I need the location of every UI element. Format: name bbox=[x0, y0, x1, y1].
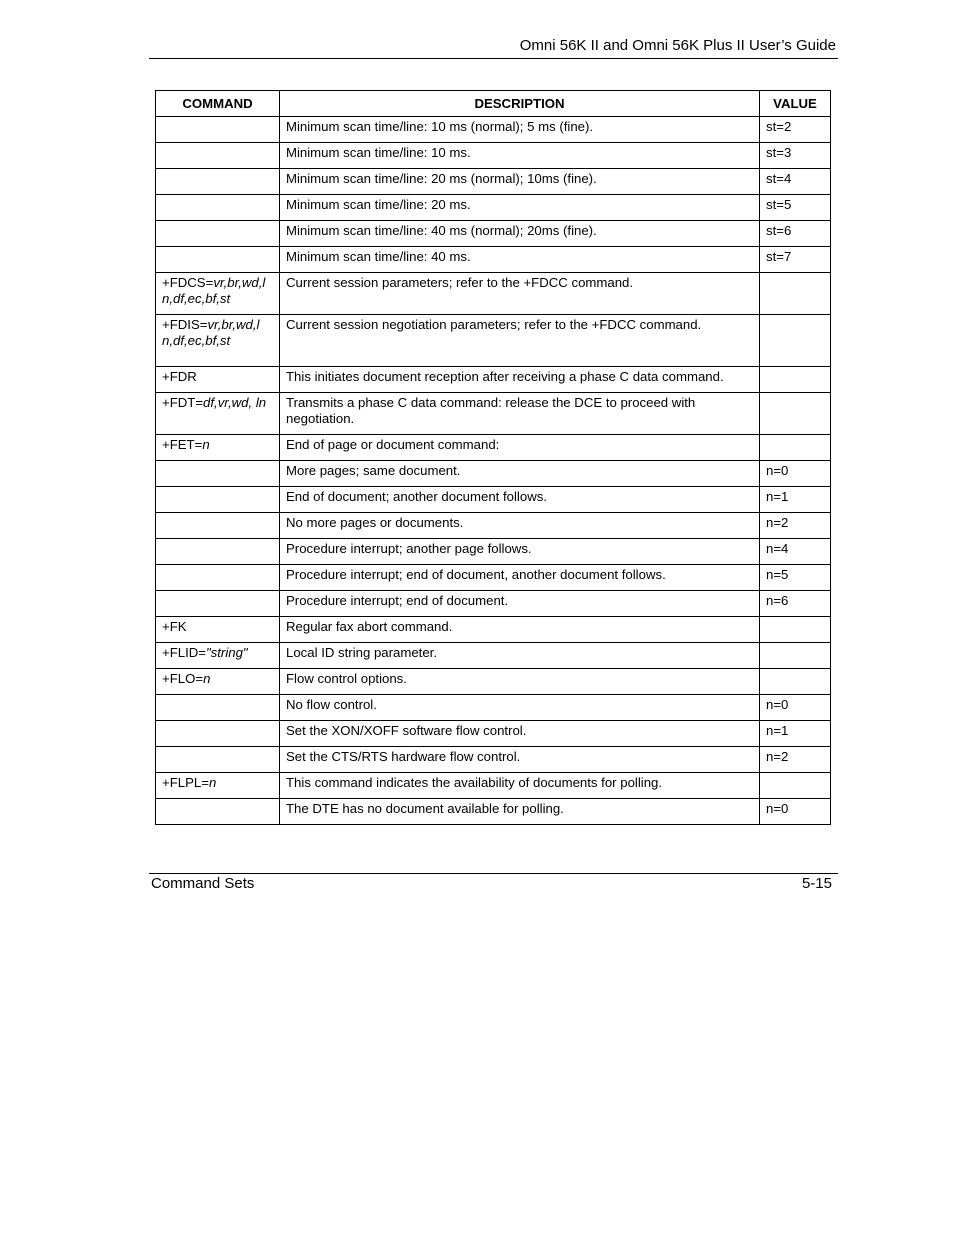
value-cell bbox=[760, 617, 831, 643]
column-header-value: VALUE bbox=[760, 91, 831, 117]
command-name: +FK bbox=[162, 619, 187, 634]
column-header-command: COMMAND bbox=[156, 91, 280, 117]
description-cell: Minimum scan time/line: 10 ms. bbox=[280, 143, 760, 169]
command-cell bbox=[156, 367, 280, 393]
table-row bbox=[156, 169, 831, 195]
command-name: +FLO= bbox=[162, 671, 204, 686]
table-row bbox=[156, 143, 831, 169]
command-cell bbox=[156, 143, 280, 169]
description-cell: Minimum scan time/line: 40 ms (normal); 20ms (fine). bbox=[280, 221, 760, 247]
command-cell bbox=[156, 169, 280, 195]
command-cell bbox=[156, 721, 280, 747]
table-row bbox=[156, 435, 831, 461]
description-cell: Minimum scan time/line: 20 ms. bbox=[280, 195, 760, 221]
table-row bbox=[156, 117, 831, 143]
table-row bbox=[156, 747, 831, 773]
value-cell bbox=[760, 273, 831, 315]
command-argument: vr,br,wd,l n,df,ec,bf,st bbox=[162, 275, 266, 306]
description-cell: Current session parameters; refer to the +FDCC command. bbox=[280, 273, 760, 315]
value-cell bbox=[760, 773, 831, 799]
command-cell bbox=[156, 487, 280, 513]
command-cell bbox=[156, 393, 280, 435]
table-row bbox=[156, 393, 831, 435]
value-cell: st=2 bbox=[760, 117, 831, 143]
value-cell: st=6 bbox=[760, 221, 831, 247]
value-cell: n=2 bbox=[760, 747, 831, 773]
table-row bbox=[156, 617, 831, 643]
command-cell bbox=[156, 221, 280, 247]
description-cell: Flow control options. bbox=[280, 669, 760, 695]
command-cell bbox=[156, 669, 280, 695]
description-cell: Set the XON/XOFF software flow control. bbox=[280, 721, 760, 747]
table-row bbox=[156, 247, 831, 273]
command-argument: "string" bbox=[205, 645, 248, 660]
description-cell: Set the CTS/RTS hardware flow control. bbox=[280, 747, 760, 773]
table-row bbox=[156, 695, 831, 721]
value-cell: n=1 bbox=[760, 487, 831, 513]
command-name: +FLID= bbox=[162, 645, 206, 660]
table-row bbox=[156, 487, 831, 513]
value-cell bbox=[760, 435, 831, 461]
command-cell bbox=[156, 117, 280, 143]
value-cell: n=2 bbox=[760, 513, 831, 539]
value-cell: n=0 bbox=[760, 461, 831, 487]
table-row bbox=[156, 591, 831, 617]
description-cell: No flow control. bbox=[280, 695, 760, 721]
description-cell: The DTE has no document available for polling. bbox=[280, 799, 760, 825]
description-cell: More pages; same document. bbox=[280, 461, 760, 487]
value-cell: st=3 bbox=[760, 143, 831, 169]
command-cell bbox=[156, 273, 280, 315]
table-row bbox=[156, 195, 831, 221]
footer-rule bbox=[149, 873, 838, 874]
command-cell bbox=[156, 565, 280, 591]
value-cell: n=1 bbox=[760, 721, 831, 747]
description-cell: End of document; another document follows. bbox=[280, 487, 760, 513]
command-cell bbox=[156, 539, 280, 565]
table-body bbox=[156, 117, 831, 825]
command-table bbox=[155, 90, 831, 825]
value-cell bbox=[760, 367, 831, 393]
value-cell: n=5 bbox=[760, 565, 831, 591]
command-cell bbox=[156, 747, 280, 773]
table-row bbox=[156, 799, 831, 825]
command-cell bbox=[156, 591, 280, 617]
command-cell bbox=[156, 617, 280, 643]
command-name: +FDT= bbox=[162, 395, 204, 410]
command-argument: n bbox=[202, 437, 210, 452]
table-row bbox=[156, 721, 831, 747]
value-cell bbox=[760, 669, 831, 695]
table-row bbox=[156, 367, 831, 393]
description-cell: Local ID string parameter. bbox=[280, 643, 760, 669]
table-header-row bbox=[156, 91, 831, 117]
description-cell: Minimum scan time/line: 10 ms (normal); 5 ms (fine). bbox=[280, 117, 760, 143]
page-header-title: Omni 56K II and Omni 56K Plus II User’s Guide bbox=[519, 37, 836, 54]
table-row bbox=[156, 513, 831, 539]
value-cell: n=0 bbox=[760, 799, 831, 825]
description-cell: Regular fax abort command. bbox=[280, 617, 760, 643]
command-cell bbox=[156, 461, 280, 487]
description-cell: Procedure interrupt; end of document, another document follows. bbox=[280, 565, 760, 591]
command-name: +FLPL= bbox=[162, 775, 209, 790]
table-row bbox=[156, 539, 831, 565]
command-cell bbox=[156, 513, 280, 539]
value-cell: n=6 bbox=[760, 591, 831, 617]
header-rule bbox=[149, 58, 838, 59]
column-header-description: DESCRIPTION bbox=[280, 91, 760, 117]
description-cell: Minimum scan time/line: 20 ms (normal); 10ms (fine). bbox=[280, 169, 760, 195]
footer-section-name: Command Sets bbox=[151, 875, 255, 892]
command-name: +FET= bbox=[162, 437, 203, 452]
command-name: +FDR bbox=[162, 369, 197, 384]
value-cell: st=5 bbox=[760, 195, 831, 221]
table-row bbox=[156, 315, 831, 367]
command-name: +FDCS= bbox=[162, 275, 214, 290]
description-cell: This initiates document reception after receiving a phase C data command. bbox=[280, 367, 760, 393]
command-cell bbox=[156, 435, 280, 461]
command-cell bbox=[156, 195, 280, 221]
value-cell: st=7 bbox=[760, 247, 831, 273]
description-cell: Procedure interrupt; end of document. bbox=[280, 591, 760, 617]
footer-page-number: 5-15 bbox=[801, 875, 832, 892]
command-cell bbox=[156, 799, 280, 825]
description-cell: This command indicates the availability of documents for polling. bbox=[280, 773, 760, 799]
table-row bbox=[156, 643, 831, 669]
command-argument: df,vr,wd, ln bbox=[203, 395, 267, 410]
table-row bbox=[156, 461, 831, 487]
description-cell: Transmits a phase C data command: release the DCE to proceed with negotiation. bbox=[280, 393, 760, 435]
table-row bbox=[156, 773, 831, 799]
command-cell bbox=[156, 695, 280, 721]
command-argument: n bbox=[203, 671, 211, 686]
value-cell: st=4 bbox=[760, 169, 831, 195]
table-row bbox=[156, 221, 831, 247]
description-cell: No more pages or documents. bbox=[280, 513, 760, 539]
command-name: +FDIS= bbox=[162, 317, 208, 332]
command-cell bbox=[156, 773, 280, 799]
table-row bbox=[156, 565, 831, 591]
description-cell: Procedure interrupt; another page follows. bbox=[280, 539, 760, 565]
command-argument: n bbox=[208, 775, 217, 790]
command-argument: vr,br,wd,l n,df,ec,bf,st bbox=[162, 317, 260, 348]
command-cell bbox=[156, 247, 280, 273]
command-cell bbox=[156, 643, 280, 669]
description-cell: Minimum scan time/line: 40 ms. bbox=[280, 247, 760, 273]
description-cell: Current session negotiation parameters; refer to the +FDCC command. bbox=[280, 315, 760, 367]
value-cell: n=0 bbox=[760, 695, 831, 721]
value-cell bbox=[760, 643, 831, 669]
command-cell bbox=[156, 315, 280, 367]
table-row bbox=[156, 273, 831, 315]
table-row bbox=[156, 669, 831, 695]
value-cell: n=4 bbox=[760, 539, 831, 565]
value-cell bbox=[760, 315, 831, 367]
value-cell bbox=[760, 393, 831, 435]
description-cell: End of page or document command: bbox=[280, 435, 760, 461]
